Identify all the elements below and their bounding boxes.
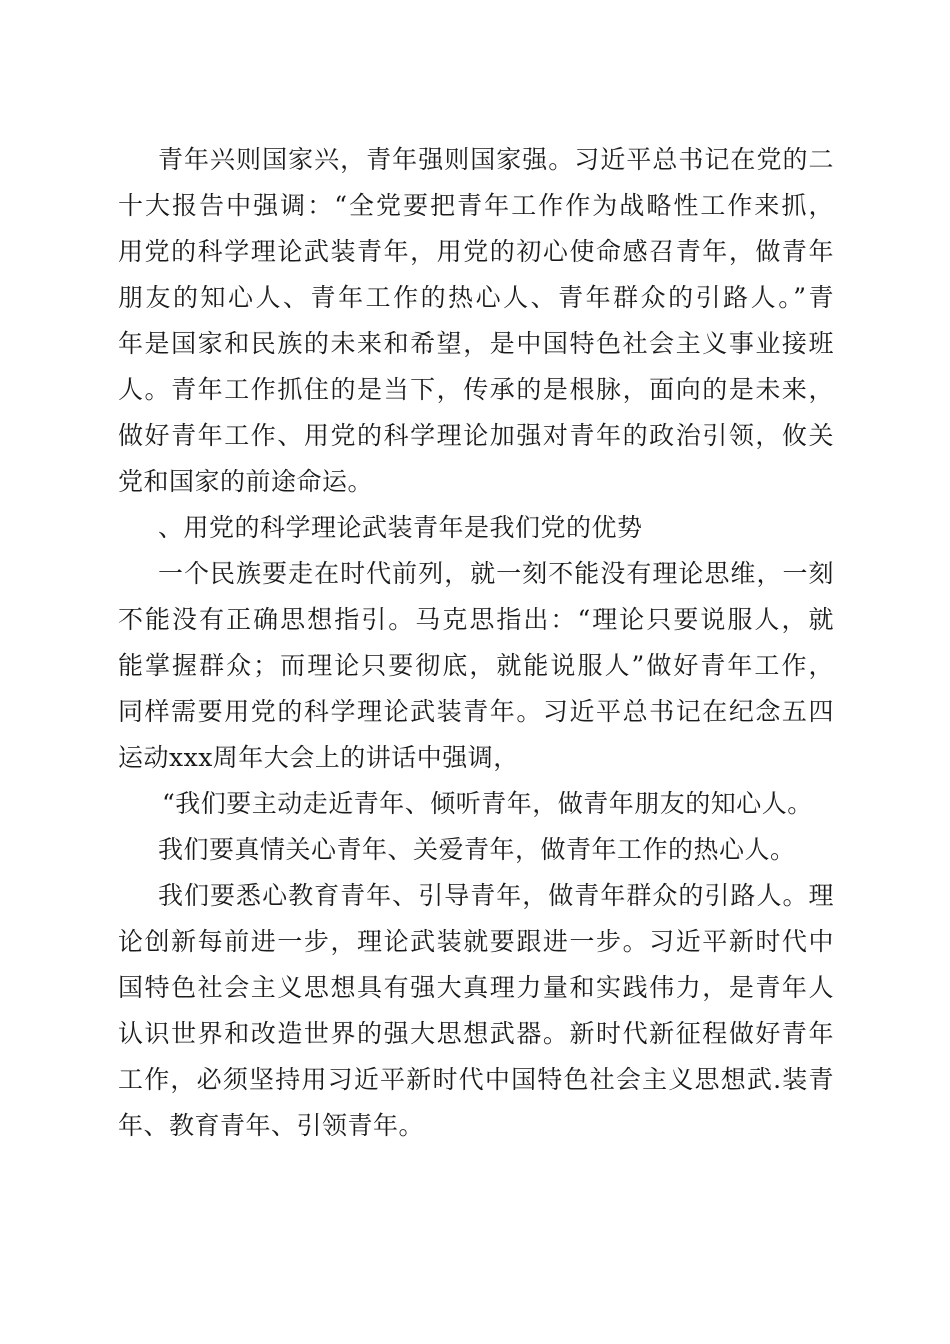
text-line: 十大报告中强调：“全党要把青年工作作为战略性工作来抓， — [118, 191, 834, 220]
text-line: 不能没有正确思想指引。马克思指出：“理论只要说服人，就 — [118, 605, 834, 634]
heading-line: 、用党的科学理论武装青年是我们党的优势 — [158, 513, 643, 542]
text-line: “我们要主动走近青年、倾听青年，做青年朋友的知心人。 — [162, 789, 813, 818]
text-line: 党和国家的前途命运。 — [118, 467, 374, 496]
text-line: 同样需要用党的科学理论武装青年。习近平总书记在纪念五四 — [118, 697, 834, 726]
text-line: 用党的科学理论武装青年，用党的初心使命感召青年，做青年 — [118, 237, 834, 266]
text-line: 论创新每前进一步，理论武装就要跟进一步。习近平新时代中 — [118, 927, 834, 956]
text-line: 认识世界和改造世界的强大思想武器。新时代新征程做好青年 — [118, 1019, 834, 1048]
text-line: 我们要悉心教育青年、引导青年，做青年群众的引路人。理 — [158, 881, 834, 910]
text-line: 年、教育青年、引领青年。 — [118, 1111, 425, 1140]
text-line: 一个民族要走在时代前列，就一刻不能没有理论思维，一刻 — [158, 559, 834, 588]
text-line: 人。青年工作抓住的是当下，传承的是根脉，面向的是未来， — [118, 375, 834, 404]
text-line: 我们要真情关心青年、关爱青年，做青年工作的热心人。 — [158, 835, 796, 864]
paragraph-1 — [118, 137, 834, 505]
text-line: 运动xxx周年大会上的讲话中强调， — [118, 743, 519, 772]
text-line: 做好青年工作、用党的科学理论加强对青年的政治引领，攸关 — [118, 421, 834, 450]
paragraph-2 — [118, 551, 834, 781]
quote-paragraph-1 — [118, 781, 834, 827]
text-line: 国特色社会主义思想具有强大真理力量和实践伟力，是青年人 — [118, 973, 834, 1002]
text-line: 工作，必须坚持用习近平新时代中国特色社会主义思想武.装青 — [118, 1065, 834, 1094]
text-line: 能掌握群众；而理论只要彻底，就能说服人”做好青年工作， — [118, 651, 834, 680]
text-line: 朋友的知心人、青年工作的热心人、青年群众的引路人。”青 — [118, 283, 834, 312]
document-body — [118, 137, 834, 1149]
text-line: 年是国家和民族的未来和希望，是中国特色社会主义事业接班 — [118, 329, 834, 358]
paragraph-3 — [118, 873, 834, 1149]
section-heading — [118, 505, 834, 551]
text-line: 青年兴则国家兴，青年强则国家强。习近平总书记在党的二 — [158, 145, 834, 174]
quote-paragraph-2 — [118, 827, 834, 873]
